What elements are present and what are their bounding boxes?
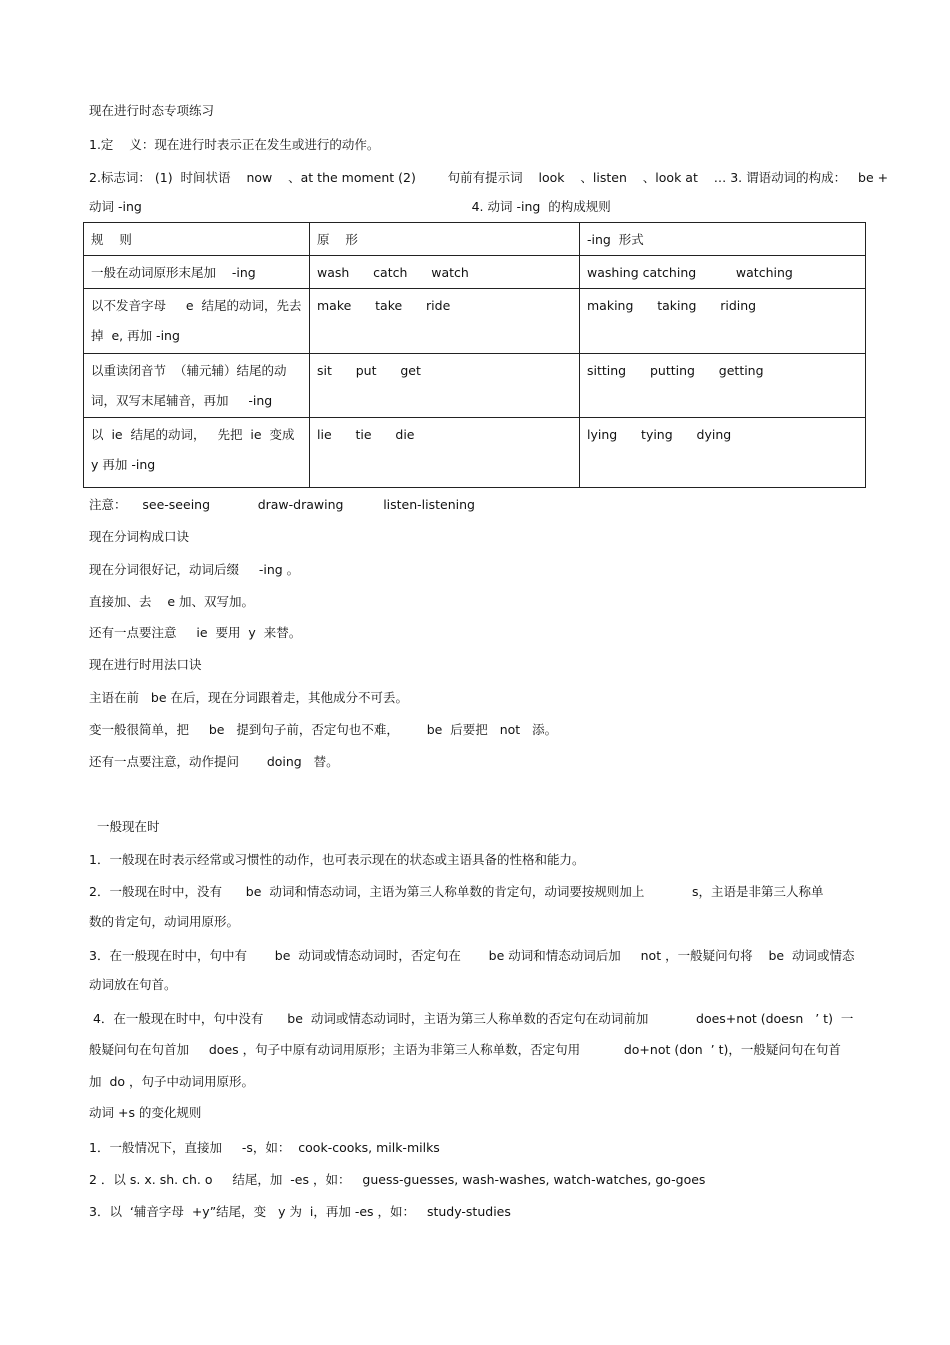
paragraph-line: 2 ．以 s. x. sh. ch. o 结尾，加 -es ，如： guess-guesses, wash-washes, watch-watches, go-goes [89, 1172, 706, 1187]
rules-heading-line: 动词 -ing 4. 动词 -ing 的构成规则 [89, 199, 611, 214]
rhyme-line: 还有一点要注意，动作提问 doing 替。 [89, 754, 339, 769]
paragraph-line: 般疑问句在句首加 does ，句子中原有动词用原形；主语为非第三人称单数，否定句用 do+not (don ’ t)，一般疑问句在句首 [89, 1042, 841, 1057]
table-row [84, 354, 866, 418]
rule-cell: 以 ie 结尾的动词， 先把 ie 变成 y 再加 -ing [84, 418, 310, 488]
paragraph-line: 加 do ，句子中动词用原形。 [89, 1074, 255, 1089]
section-heading: 现在进行时用法口诀 [89, 657, 202, 672]
table-row [84, 256, 866, 289]
section-heading: 动词 +s 的变化规则 [89, 1105, 202, 1120]
ing-rules-table [83, 222, 866, 488]
rhyme-line: 还有一点要注意 ie 要用 y 来替。 [89, 625, 302, 640]
header-ing-form: -ing 形式 [580, 223, 866, 256]
base-form-cell: lie tie die [310, 418, 580, 488]
base-form-cell: sit put get [310, 354, 580, 418]
ing-form-cell: lying tying dying [580, 418, 866, 488]
rhyme-line: 变一般很简单，把 be 提到句子前，否定句也不难， be 后要把 not 添。 [89, 722, 558, 737]
definition-line: 1.定 义：现在进行时表示正在发生或进行的动作。 [89, 137, 380, 152]
table-row [84, 289, 866, 354]
rule-cell: 以不发音字母 e 结尾的动词，先去掉 e, 再加 -ing [84, 289, 310, 354]
rhyme-line: 直接加、去 e 加、双写加。 [89, 594, 255, 609]
rule-cell: 以重读闭音节 （辅元辅）结尾的动词，双写末尾辅音，再加 -ing [84, 354, 310, 418]
section-heading: 一般现在时 [89, 819, 160, 834]
signal-words-line: 2.标志词： (1) 时间状语 now 、at the moment (2) 句前有提示词 look 、listen 、look at … 3. 谓语动词的构成： be + [89, 170, 889, 185]
document-title: 现在进行时态专项练习 [89, 103, 215, 118]
paragraph-line: 1．一般情况下，直接加 -s，如： cook-cooks, milk-milks [89, 1140, 440, 1155]
header-base-form: 原 形 [310, 223, 580, 256]
base-form-cell: make take ride [310, 289, 580, 354]
ing-form-cell: washing catching watching [580, 256, 866, 289]
paragraph-line: 4．在一般现在时中，句中没有 be 动词或情态动词时，主语为第三人称单数的否定句在动词前加 does+not (doesn ’ t) 一 [89, 1011, 854, 1026]
section-heading: 现在分词构成口诀 [89, 529, 190, 544]
ing-form-cell: sitting putting getting [580, 354, 866, 418]
rhyme-line: 主语在前 be 在后，现在分词跟着走，其他成分不可丢。 [89, 690, 409, 705]
table-row [84, 418, 866, 488]
header-rule: 规 则 [84, 223, 310, 256]
paragraph-line: 动词放在句首。 [89, 977, 177, 992]
base-form-cell: wash catch watch [310, 256, 580, 289]
paragraph-line: 2．一般现在时中，没有 be 动词和情态动词，主语为第三人称单数的肯定句，动词要按规则加上 s，主语是非第三人称单 [89, 884, 824, 899]
note-line: 注意： see-seeing draw-drawing listen-listening [89, 497, 475, 512]
paragraph-line: 3．在一般现在时中，句中有 be 动词或情态动词时，否定句在 be 动词和情态动词后加 not ，一般疑问句将 be 动词或情态 [89, 948, 855, 963]
ing-form-cell: making taking riding [580, 289, 866, 354]
table-header-row [84, 223, 866, 256]
paragraph-line: 3．以 ‘辅音字母 +y”结尾，变 y 为 i，再加 -es ，如： study-studies [89, 1204, 511, 1219]
paragraph-line: 1．一般现在时表示经常或习惯性的动作，也可表示现在的状态或主语具备的性格和能力。 [89, 852, 585, 867]
rhyme-line: 现在分词很好记，动词后缀 -ing 。 [89, 562, 300, 577]
rule-cell: 一般在动词原形末尾加 -ing [84, 256, 310, 289]
paragraph-line: 数的肯定句，动词用原形。 [89, 914, 240, 929]
